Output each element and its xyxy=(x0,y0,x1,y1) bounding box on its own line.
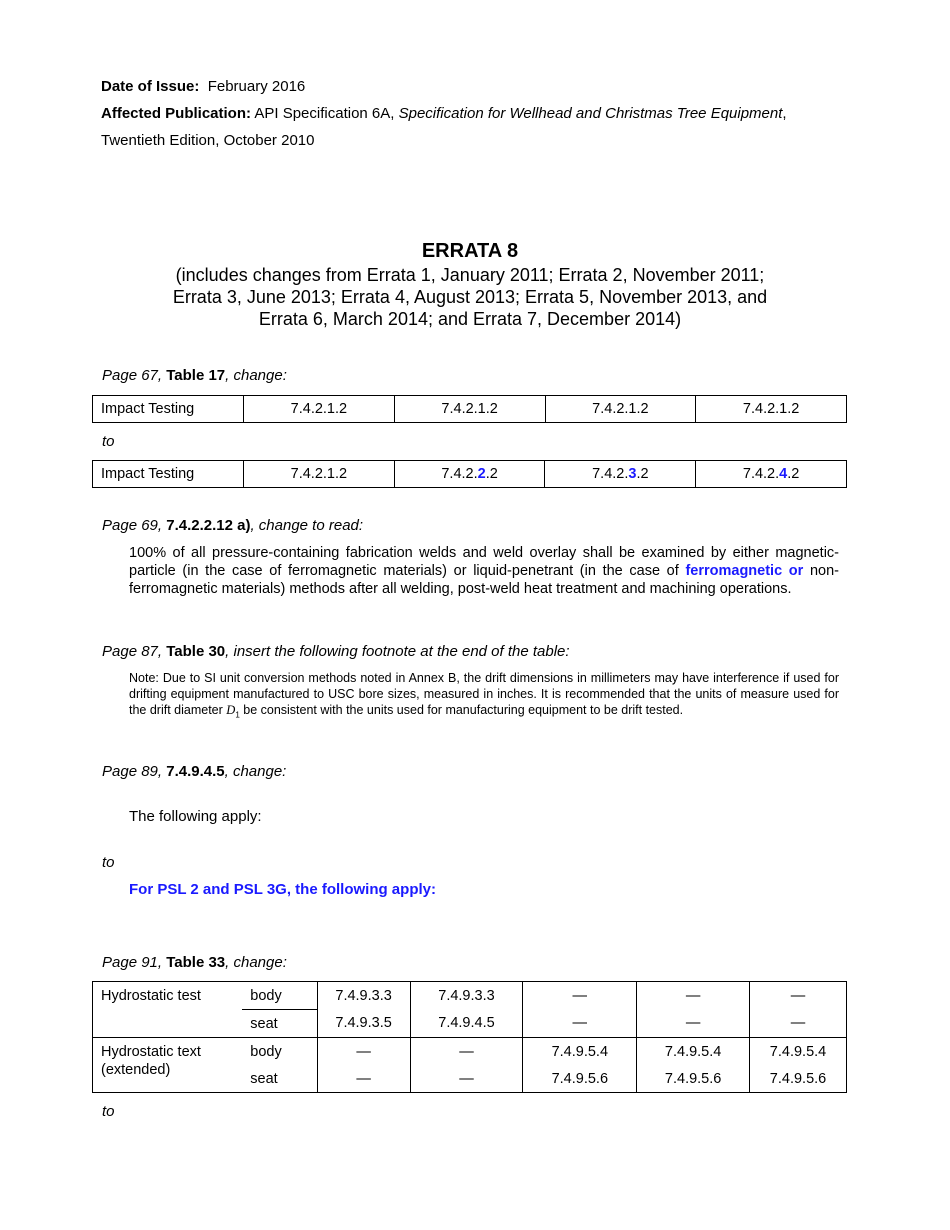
to-label: to xyxy=(102,433,115,450)
before-text: The following apply: xyxy=(129,808,262,825)
issue-date xyxy=(101,77,305,97)
after-text: For PSL 2 and PSL 3G, the following apply: xyxy=(129,881,436,898)
to-label: to xyxy=(102,854,115,871)
table17-after xyxy=(92,460,847,488)
section-heading-table17: Page 67, Table 17, change: xyxy=(102,367,287,384)
section-heading-table33: Page 91, Table 33, change: xyxy=(102,954,287,971)
to-label: to xyxy=(102,1103,115,1120)
footnote-text: Note: Due to SI unit conversion methods noted in Annex B, the drift dimensions in millimeters may have interference if used for drifting equipment manufactured to USC bore sizes, measured in inches. It is recommended that the units of measure used for the drift diameter $D_1$ be consistent with the units used for manufacturing equipment to be drift tested. xyxy=(129,671,839,720)
table-row: Hydrostatic test body 7.4.9.3.3 7.4.9.3.3 — — — xyxy=(93,982,847,1010)
errata-subtitle: (includes changes from Errata 1, January 2011; Errata 2, November 2011; Errata 3, June 2013; Errata 4, August 2013; Errata 5, November 2013, and Errata 6, March 2014; and Errata 7, December 2014) xyxy=(172,265,768,329)
publication-title: Specification for Wellhead and Christmas Tree Equipment xyxy=(398,105,783,122)
section-heading-table30: Page 87, Table 30, insert the following footnote at the end of the table: xyxy=(102,643,570,660)
affected-publication: Affected Publication: API Specification 6A, Specification for Wellhead and Christmas Tree Equipment, xyxy=(101,105,787,122)
issue-date-label: Date of Issue: xyxy=(101,78,200,95)
section-paragraph: 100% of all pressure-containing fabrication welds and weld overlay shall be examined by either magnetic-particle (in the case of ferromagnetic materials) or liquid-penetrant (in the case of ferromagnetic or non-ferromagnetic materials) methods after all welding, post-weld heat treatment and machining operations. xyxy=(129,545,840,597)
section-heading-7-4-9-4-5: Page 89, 7.4.9.4.5, change: xyxy=(102,763,287,780)
table-row: seat 7.4.9.3.5 7.4.9.4.5 — — — xyxy=(93,1010,847,1038)
issue-date-value: February 2016 xyxy=(207,78,306,95)
table17-before xyxy=(92,395,847,423)
table33-before xyxy=(92,981,847,1093)
publication-edition: Twentieth Edition, October 2010 xyxy=(101,132,315,149)
errata-title: ERRATA 8 xyxy=(421,240,519,262)
table-row: Impact Testing 7.4.2.1.2 7.4.2.2.2 7.4.2.3.2 7.4.2.4.2 xyxy=(93,461,847,488)
section-heading-7-4-2-2-12: Page 69, 7.4.2.2.12 a), change to read: xyxy=(102,517,364,534)
table-row: Hydrostatic text (extended) body — — 7.4.9.5.4 7.4.9.5.4 7.4.9.5.4 xyxy=(93,1038,847,1066)
publication-label: Affected Publication: xyxy=(101,105,252,122)
table-row: Impact Testing 7.4.2.1.2 7.4.2.1.2 7.4.2.1.2 7.4.2.1.2 xyxy=(93,396,847,423)
publication-prefix: API Specification 6A, xyxy=(254,105,395,122)
table-row: seat — — 7.4.9.5.6 7.4.9.5.6 7.4.9.5.6 xyxy=(93,1065,847,1093)
